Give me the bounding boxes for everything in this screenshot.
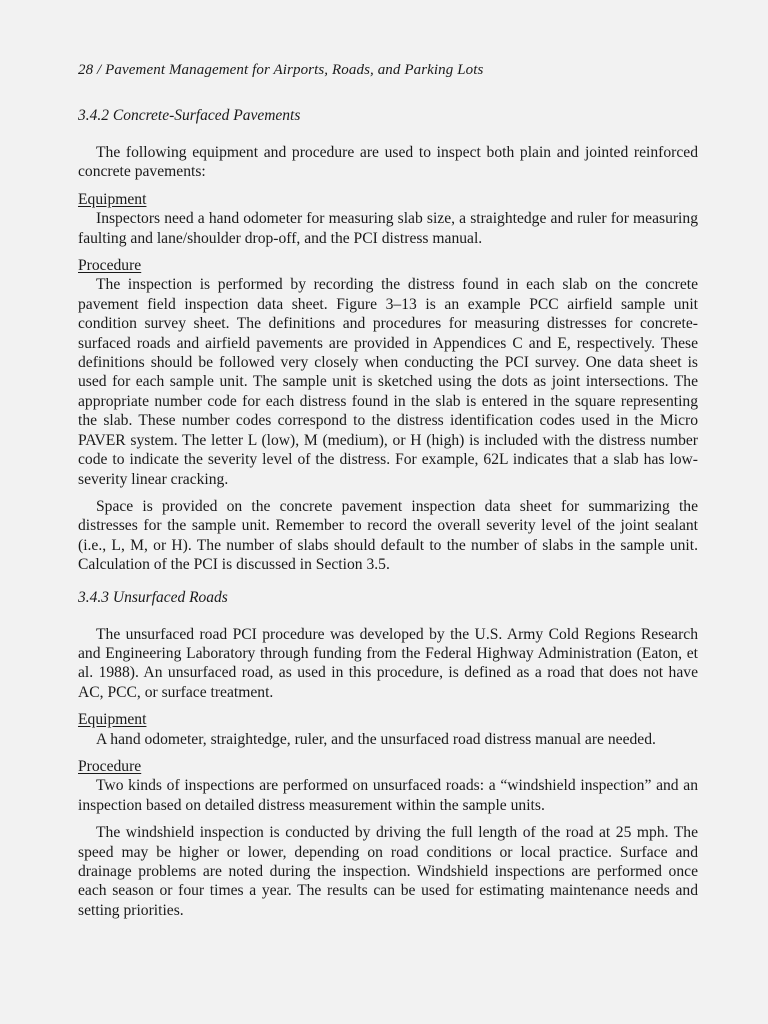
- section-intro-paragraph: The unsurfaced road PCI procedure was developed by the U.S. Army Cold Regions Research and Engineering Laboratory through funding from the Federal Highway Administration (Eaton, et al. 1988). An unsurfaced road, as used in this procedure, is defined as a road that does not have AC, PCC, or surface treatment.: [78, 625, 698, 701]
- summary-paragraph: Space is provided on the concrete pavement inspection data sheet for summarizing the distresses for the sample unit. Remember to record the overall severity level of the joint sealant (i.e., L, M, or H). The number of slabs should default to the number of slabs in the sample unit. Calculation of the PCI is discussed in Section 3.5.: [78, 497, 698, 574]
- equipment-paragraph: A hand odometer, straightedge, ruler, and the unsurfaced road distress manual are needed.: [96, 730, 656, 748]
- equipment-subheading: Equipment: [78, 190, 147, 208]
- section-3-4-2: [78, 107, 698, 575]
- procedure-subheading: Procedure: [78, 757, 142, 775]
- procedure-paragraph: The inspection is performed by recording the distress found in each slab on the concrete pavement field inspection data sheet. Figure 3–13 is an example PCC airfield sample unit condition survey sheet. The definitions and procedures for measuring distresses for concrete-surfaced roads and airfield pavements are provided in Appendices C and E, respectively. These definitions should be followed very closely when conducting the PCI survey. One data sheet is used for each sample unit. The sample unit is sketched using the dots as joint intersections. The appropriate number code for each distress found in the slab is entered in the square representing the slab. These number codes correspond to the distress identification codes used in the Micro PAVER system. The letter L (low), M (medium), or H (high) is included with the distress number code to indicate the severity level of the distress. For example, 62L indicates that a slab has low-severity linear cracking.: [78, 276, 698, 488]
- windshield-paragraph: The windshield inspection is conducted by driving the full length of the road at 25 mph. The speed may be higher or lower, depending on road conditions or local practice. Surface and drainage problems are noted during the inspection. Windshield inspections are performed once each season or four times a year. The results can be used for estimating maintenance needs and setting priorities.: [78, 824, 698, 919]
- procedure-subheading: Procedure: [78, 257, 142, 275]
- equipment-paragraph: Inspectors need a hand odometer for measuring slab size, a straightedge and ruler for measuring faulting and lane/shoulder drop-off, and the PCI distress manual.: [78, 210, 698, 247]
- section-intro-paragraph: The following equipment and procedure are used to inspect both plain and jointed reinforced concrete pavements:: [78, 144, 698, 181]
- section-heading-3-4-2: 3.4.2 Concrete-Surfaced Pavements: [78, 107, 301, 124]
- section-heading-3-4-3: 3.4.3 Unsurfaced Roads: [78, 588, 228, 606]
- procedure-paragraph: Two kinds of inspections are performed on unsurfaced roads: a “windshield inspection” and an inspection based on detailed distress measurement within the sample units.: [78, 777, 698, 814]
- running-head: 28 / Pavement Management for Airports, Roads, and Parking Lots: [78, 62, 484, 78]
- section-3-4-3: [78, 589, 698, 921]
- equipment-subheading: Equipment: [78, 711, 147, 729]
